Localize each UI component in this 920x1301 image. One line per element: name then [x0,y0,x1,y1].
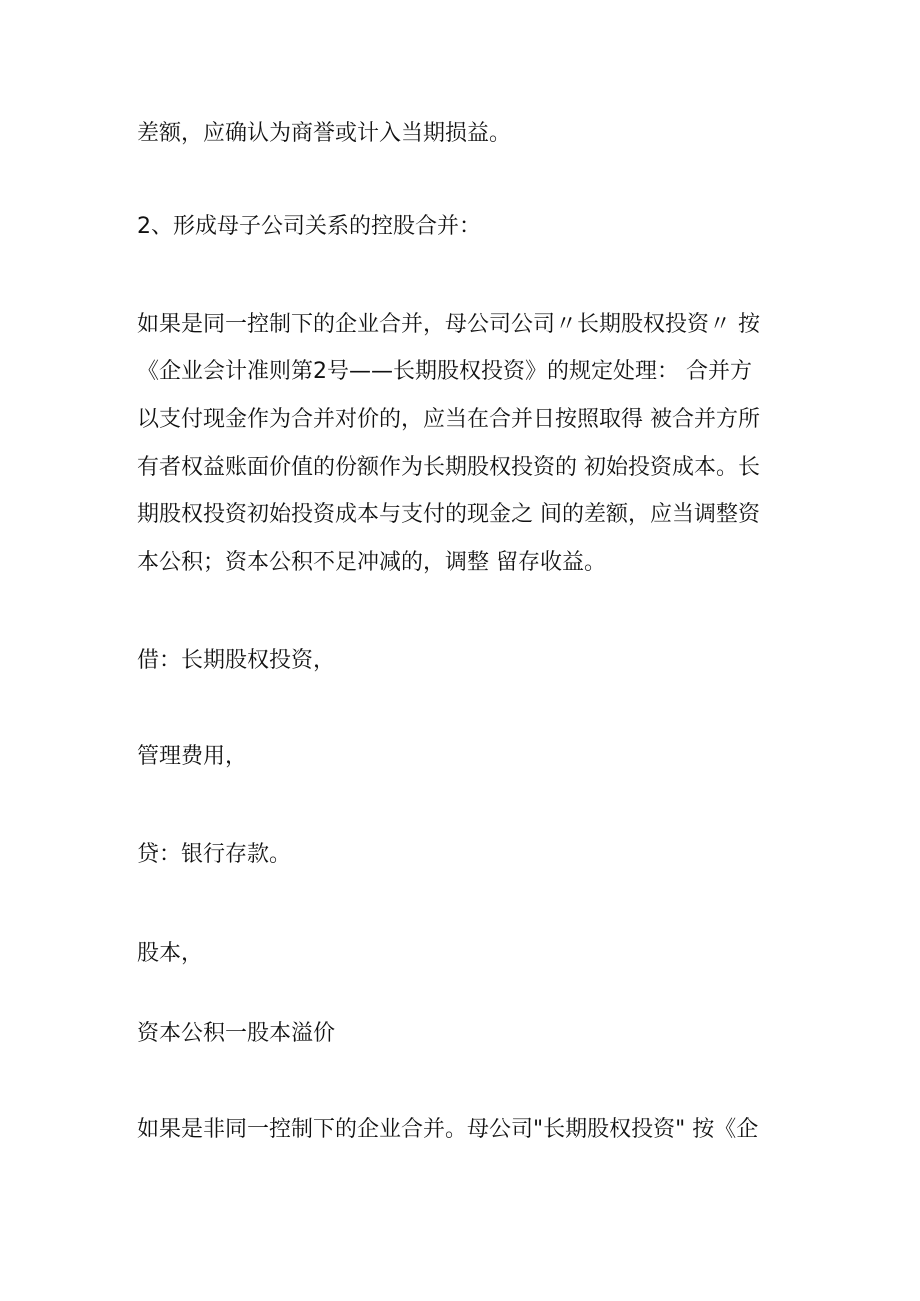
paragraph-line: 如果是同一控制下的企业合并，母公司公司〃长期股权投资〃 按 [137,312,760,337]
journal-entry-credit: 贷：银行存款。 [137,842,292,867]
paragraph-line: 本公积；资本公积不足冲减的，调整 留存收益。 [137,550,606,575]
paragraph-line: 《企业会计准则第2号——长期股权投资》的规定处理： 合并方 [137,359,752,384]
paragraph-non-same-control: 如果是非同一控制下的企业合并。母公司"长期股权投资" 按《企 [137,1117,759,1142]
journal-entry-admin-expense: 管理费用， [137,744,248,769]
paragraph-line: 期股权投资初始投资成本与支付的现金之 间的差额，应当调整资 [137,502,760,527]
paragraph-line: 有者权益账面价值的份额作为长期股权投资的 初始投资成本。长 [137,455,760,480]
journal-entry-share-premium: 资本公积一股本溢价 [137,1021,336,1046]
fragment-line: 差额，应确认为商誉或计入当期损益。 [137,121,512,146]
section-heading-2: 2、形成母子公司关系的控股合并： [137,214,481,239]
journal-entry-debit: 借：长期股权投资， [137,648,336,673]
paragraph-line: 以支付现金作为合并对价的，应当在合并日按照取得 被合并方所 [137,407,760,432]
journal-entry-share-capital: 股本， [137,941,204,966]
